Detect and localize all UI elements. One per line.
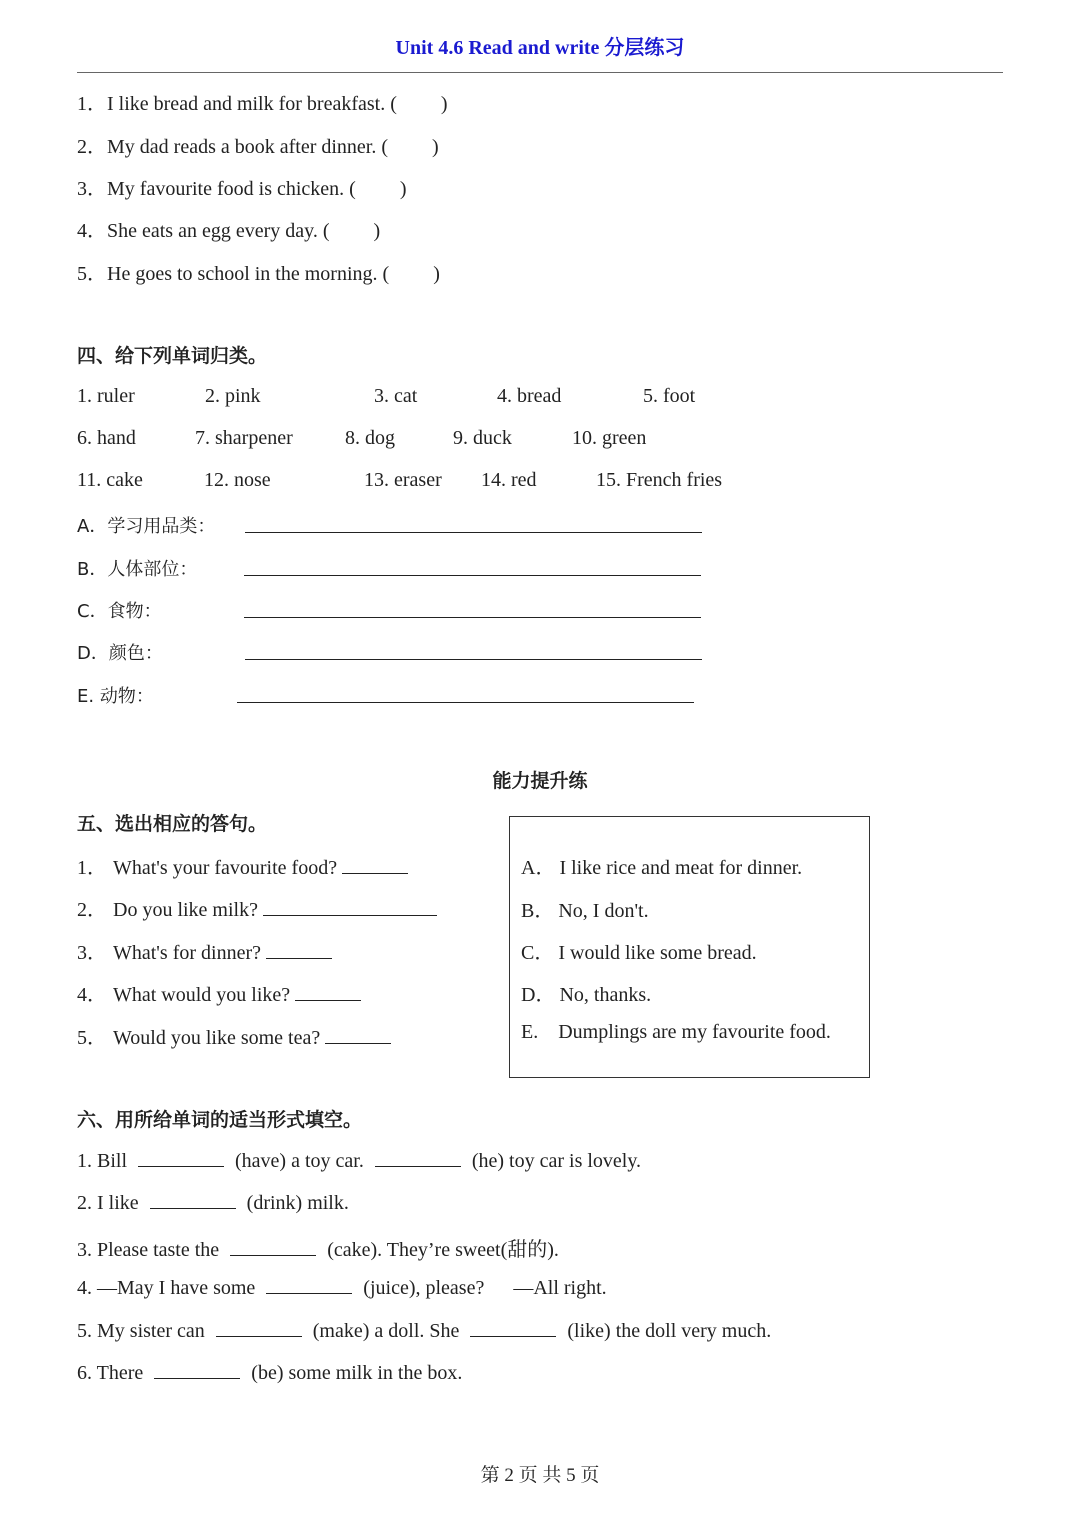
question-item bbox=[77, 936, 332, 965]
word-item: 12. nose bbox=[204, 469, 271, 491]
word-item: 14. red bbox=[481, 469, 537, 491]
item-text: She eats an egg every day. ( bbox=[107, 220, 330, 242]
option-text: No, I don't. bbox=[558, 900, 649, 922]
item-number: 1． bbox=[77, 93, 107, 115]
close-paren: ) bbox=[440, 93, 448, 115]
item-number: 4． bbox=[77, 984, 107, 1006]
header-divider bbox=[77, 72, 1003, 73]
category-answer-line[interactable] bbox=[245, 532, 702, 533]
answer-blank[interactable] bbox=[470, 1318, 556, 1337]
option-text: Dumplings are my favourite food. bbox=[558, 1021, 831, 1043]
answer-blank[interactable] bbox=[295, 982, 361, 1001]
close-paren: ) bbox=[399, 178, 407, 200]
fill-item bbox=[77, 1318, 771, 1343]
page-header-title: Unit 4.6 Read and write 分层练习 bbox=[395, 37, 685, 59]
option-label: C． bbox=[521, 942, 555, 964]
word-item: 4. bread bbox=[497, 385, 562, 407]
question-text: What's for dinner? bbox=[113, 942, 261, 964]
question-item bbox=[77, 851, 408, 880]
item-text: I like bread and milk for breakfast. ( bbox=[107, 93, 397, 115]
word-item: 2. pink bbox=[205, 385, 261, 407]
section-6-title: 六、用所给单词的适当形式填空。 bbox=[77, 1109, 363, 1131]
option-item bbox=[521, 894, 649, 923]
item-number: 5． bbox=[77, 1027, 107, 1049]
fill-item bbox=[77, 1275, 607, 1300]
answer-blank[interactable] bbox=[216, 1318, 302, 1337]
judge-item bbox=[77, 87, 448, 116]
fill-text: 2. I like bbox=[77, 1192, 139, 1214]
question-text: Do you like milk? bbox=[113, 899, 258, 921]
word-item: 7. sharpener bbox=[195, 427, 293, 449]
answer-blank[interactable] bbox=[138, 1148, 224, 1167]
category-label: A．学习用品类： bbox=[77, 516, 216, 537]
option-label: E. bbox=[521, 1021, 539, 1043]
word-item: 15. French fries bbox=[596, 469, 723, 491]
word-item: 3. cat bbox=[374, 385, 418, 407]
judge-item bbox=[77, 257, 440, 286]
judge-item bbox=[77, 172, 407, 201]
option-item bbox=[521, 851, 802, 880]
option-label: A． bbox=[521, 857, 556, 879]
word-item: 9. duck bbox=[453, 427, 512, 449]
item-text: My dad reads a book after dinner. ( bbox=[107, 136, 389, 158]
fill-text: 3. Please taste the bbox=[77, 1239, 220, 1261]
question-text: What's your favourite food? bbox=[113, 857, 338, 879]
answer-blank[interactable] bbox=[325, 1025, 391, 1044]
category-answer-line[interactable] bbox=[245, 659, 702, 660]
word-item: 8. dog bbox=[345, 427, 395, 449]
fill-text: (juice), please? bbox=[363, 1277, 485, 1299]
question-item bbox=[77, 1021, 391, 1050]
fill-item bbox=[77, 1233, 559, 1262]
fill-text: (he) toy car is lovely. bbox=[471, 1150, 642, 1172]
option-item bbox=[521, 1021, 831, 1044]
category-answer-line[interactable] bbox=[244, 575, 701, 576]
answer-blank[interactable] bbox=[266, 940, 332, 959]
item-text: My favourite food is chicken. ( bbox=[107, 178, 356, 200]
category-label: E. 动物： bbox=[77, 686, 154, 707]
option-item bbox=[521, 978, 651, 1007]
fill-item bbox=[77, 1190, 349, 1215]
fill-text: 4. —May I have some bbox=[77, 1277, 256, 1299]
word-item: 1. ruler bbox=[77, 385, 135, 407]
option-text: No, thanks. bbox=[559, 984, 652, 1006]
word-item: 11. cake bbox=[77, 469, 143, 491]
item-number: 4． bbox=[77, 220, 107, 242]
question-item bbox=[77, 978, 361, 1007]
option-text: I would like some bread. bbox=[558, 942, 757, 964]
fill-text: 6. There bbox=[77, 1362, 144, 1384]
question-text: Would you like some tea? bbox=[113, 1027, 321, 1049]
answer-blank[interactable] bbox=[150, 1190, 236, 1209]
close-paren: ) bbox=[373, 220, 381, 242]
fill-text: —All right. bbox=[513, 1277, 607, 1299]
answer-blank[interactable] bbox=[263, 897, 437, 916]
item-text: He goes to school in the morning. ( bbox=[107, 263, 390, 285]
page-footer: 第 2 页 共 5 页 bbox=[480, 1465, 600, 1486]
option-item bbox=[521, 936, 757, 965]
answer-blank[interactable] bbox=[266, 1275, 352, 1294]
section-5-title: 五、选出相应的答句。 bbox=[77, 813, 268, 835]
option-label: D． bbox=[521, 984, 556, 1006]
subheading: 能力提升练 bbox=[492, 770, 588, 792]
category-answer-line[interactable] bbox=[244, 617, 701, 618]
fill-text: (make) a doll. She bbox=[312, 1320, 460, 1342]
category-label: C．食物： bbox=[77, 601, 162, 622]
fill-text: (drink) milk. bbox=[246, 1192, 349, 1214]
section-4-title: 四、给下列单词归类。 bbox=[77, 345, 268, 367]
close-paren: ) bbox=[433, 263, 440, 285]
item-number: 3． bbox=[77, 942, 107, 964]
word-item: 13. eraser bbox=[364, 469, 442, 491]
question-text: What would you like? bbox=[113, 984, 291, 1006]
item-number: 1． bbox=[77, 857, 107, 879]
fill-item bbox=[77, 1360, 462, 1385]
fill-text: (have) a toy car. bbox=[235, 1150, 364, 1172]
fill-text: (like) the doll very much. bbox=[567, 1320, 772, 1342]
option-text: I like rice and meat for dinner. bbox=[559, 857, 803, 879]
fill-text: (be) some milk in the box. bbox=[251, 1362, 463, 1384]
category-label: B．人体部位： bbox=[77, 559, 198, 580]
word-item: 5. foot bbox=[643, 385, 696, 407]
answer-blank[interactable] bbox=[375, 1148, 461, 1167]
category-answer-line[interactable] bbox=[237, 702, 694, 703]
item-number: 2． bbox=[77, 899, 107, 921]
item-number: 3． bbox=[77, 178, 107, 200]
judge-item bbox=[77, 130, 439, 159]
answer-blank[interactable] bbox=[230, 1237, 316, 1256]
fill-item bbox=[77, 1148, 641, 1173]
answer-blank[interactable] bbox=[154, 1360, 240, 1379]
word-item: 10. green bbox=[572, 427, 647, 449]
fill-text: 5. My sister can bbox=[77, 1320, 205, 1342]
judge-item bbox=[77, 214, 380, 243]
fill-text: (cake). They’re sweet(甜的). bbox=[327, 1239, 559, 1261]
answer-blank[interactable] bbox=[342, 855, 408, 874]
item-number: 2． bbox=[77, 136, 107, 158]
item-number: 5． bbox=[77, 263, 107, 285]
option-label: B． bbox=[521, 900, 555, 922]
close-paren: ) bbox=[432, 136, 439, 158]
word-item: 6. hand bbox=[77, 427, 136, 449]
question-item bbox=[77, 893, 437, 922]
fill-text: 1. Bill bbox=[77, 1150, 128, 1172]
category-label: D．颜色： bbox=[77, 643, 163, 664]
